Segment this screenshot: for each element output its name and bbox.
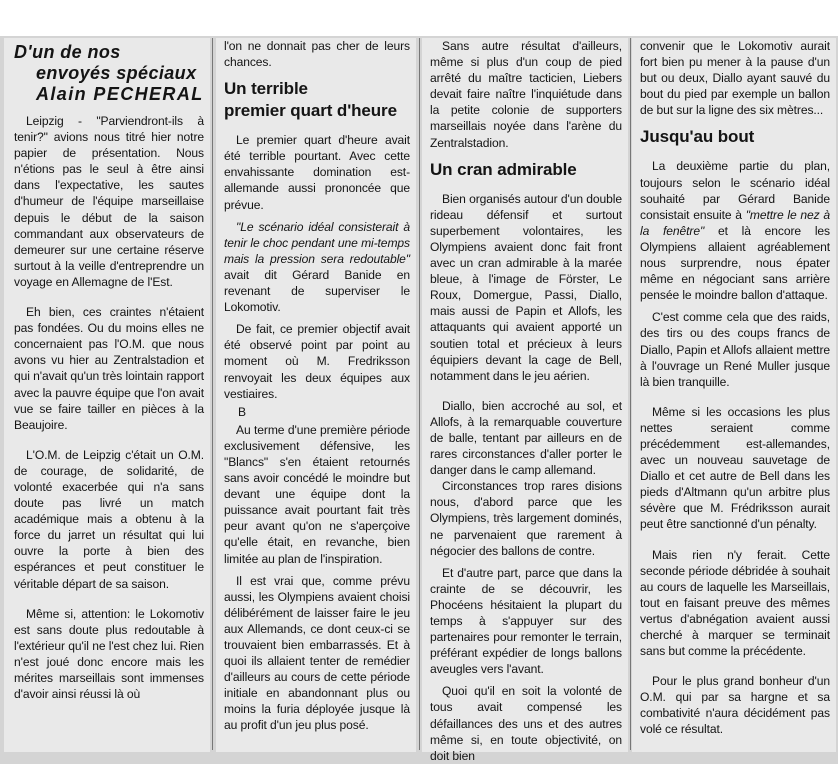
paragraph: Pour le plus grand bonheur d'un O.M. qui par sa hargne et sa combativité n'aura décidément pas volé ce résultat. — [640, 674, 830, 737]
subheading-jusqu-au-bout: Jusqu'au bout — [640, 127, 755, 147]
subheading-terrible — [224, 78, 410, 122]
paragraph: Au terme d'une première période exclusivement défensive, les "Blancs" s'en étaient retournés sans avoir concédé le moindre but devant une équipe dont la puissance avait pourtant fait très peur avant qu'on ne s'aperçoive qu'elle était, en revanche, bien limitée au plan de l'inspiration. — [224, 422, 410, 566]
paragraph-quote — [224, 219, 410, 316]
kicker-author: Alain PECHERAL — [36, 84, 204, 104]
subheading-line-2: premier quart d'heure — [224, 101, 397, 121]
paragraph: Mais rien n'y ferait. Cette seconde période débridée à souhait au cours de laquelle les Marseillais, tout en faisant preuve des mêmes vertus d'abnégation avaient aussi cherché à marquer se terminait sans but comme la précédente. — [640, 547, 830, 659]
paragraph: Même si les occasions les plus nettes seraient comme précédemment est-allemandes, avec un nouveau sauvetage de Diallo et cet autre de Bell dans les pieds d'Altmann qu'un arbitre plus sévère que M. Frédriksson aurait peut être sanctionné d'un pénalty. — [640, 404, 830, 532]
paragraph: Bien organisés autour d'un double rideau défensif et surtout superbement volontaires, les Olympiens avaient donc fait front avec un cran admirable à la marée bleue, à l'image de Förster, Le Roux, Domergue, Passi, Diallo, mais aussi de Papin et Allofs, les attaquants qui avaient apporté un soutien total et précieux à leurs équipiers devant la cage de Bell, notamment dans le jeu aérien. — [430, 191, 622, 383]
paragraph: Circonstances trop rares disions nous, d'abord parce que les Olympiens, très largement dominés, ne parvenaient que rarement à négocier des ballons de contre. — [430, 479, 622, 558]
subheading-line-1: Un terrible — [224, 79, 308, 99]
stray-letter: B — [238, 404, 246, 419]
paragraph: l'on ne donnait pas cher de leurs chances. — [224, 39, 410, 70]
paragraph: Leipzig - "Parviendront-ils à tenir?" avions nous titré hier notre papier de présentation. Nous n'étions pas le seul à être ainsi dans l'expectative, les sautes d'humeur de l'équipe marseillaise depuis le début de la saison commandant aux observateurs de demeurer sur une certaine réserve surtout à la veille d'entreprendre un voyage en Allemagne de l'Est. — [14, 114, 204, 289]
page-top-margin — [0, 0, 838, 36]
quote-text: "Le scénario idéal consisterait à tenir le choc pendant une mi-temps mais la pression sera redoutable" — [224, 219, 410, 266]
article-column-4 — [632, 38, 836, 752]
paragraph: Même si, attention: le Lokomotiv est sans doute plus redoutable à l'extérieur qu'il ne l'est chez lui. Rien n'est joué donc encore mais les mérites marseillais sont immenses d'avoir ainsi réussi là où — [14, 606, 204, 702]
article-column-3 — [422, 38, 628, 763]
column-divider — [630, 38, 631, 750]
article-kicker — [14, 42, 204, 105]
text-segment: La deuxième partie du plan, toujours selon le scénario idéal souhaité par Gérard Banide consistait ensuite à — [640, 159, 830, 222]
column-divider — [419, 38, 420, 750]
paragraph: C'est comme cela que des raids, des tirs ou des coups francs de Diallo, Papin et Allofs allaient mettre à l'ouvrage un René Muller jusque là bien tranquille. — [640, 310, 830, 389]
quote-text: "mettre le nez à la fenêtre" — [640, 207, 830, 238]
kicker-line-1: D'un de nos — [14, 42, 121, 62]
subheading-cran: Un cran admirable — [430, 159, 577, 179]
quote-attribution: avait dit Gérard Banide en revenant de superviser le Lokomotiv. — [224, 267, 410, 315]
paragraph: convenir que le Lokomotiv aurait fort bien pu mener à la pause d'un but ou deux, Diallo ayant sauvé du bout du pied par exemple un ballon de but sur la ligne des six mètres... — [640, 39, 830, 118]
paragraph: Quoi qu'il en soit la volonté de tous avait compensé les défaillances des uns et des autres même si, en toute objectivité, on doit bien — [430, 684, 622, 763]
paragraph: De fait, ce premier objectif avait été observé point par point au moment où M. Fredriksson renvoyait les deux équipes aux vestiaires. — [224, 322, 410, 401]
paragraph: Sans autre résultat d'ailleurs, même si plus d'un coup de pied arrêté du maître tacticien, Liebers devait faire naître l'inquiétude dans la petite colonie de supporters marseillais noyée dans l'arène du Zentralstadion. — [430, 39, 622, 150]
paragraph-quote — [640, 158, 830, 303]
column-divider — [212, 38, 213, 750]
article-column-2 — [216, 38, 416, 752]
paragraph: L'O.M. de Leipzig c'était un O.M. de courage, de solidarité, de volonté exacerbée qui n'a sans doute pas livré un match académique mais a obtenu à la force du jarret un résultat qui lui ouvre la porte à bien des espérances et peut constituer le véritable départ de sa saison. — [14, 447, 204, 591]
paragraph: Diallo, bien accroché au sol, et Allofs, à la remarquable couverture de balle, tentant par ailleurs en de rares circonstances d'aller porter le danger dans le camp allemand. — [430, 398, 622, 478]
article-column-1 — [4, 38, 210, 752]
text-segment: et là encore les Olympiens allaient agréablement nous surprendre, nous épater même en négociant sans arrière pensée le moindre ballon d'attaque. — [640, 223, 830, 303]
kicker-line-2: envoyés spéciaux — [36, 63, 197, 83]
paragraph: Il est vrai que, comme prévu aussi, les Olympiens avaient choisi délibérément de laisser faire le jeu aux Allemands, ce dont ceux-ci se trouvaient bien embarrassés. Et à quoi ils allaient tenter de remédier d'ailleurs au cours de cette période initiale en abandonnant plus ou moins la furia déployée jusque là au profit d'un jeu plus posé. — [224, 573, 410, 733]
paragraph: Eh bien, ces craintes n'étaient pas fondées. Ou du moins elles ne concernaient pas l'O.M. que nous avons vu hier au Zentralstadion et qui n'avait qu'un très lointain rapport avec la pauvre équipe que l'on avait vue se faire tailler en pièces à la Beaujoire. — [14, 305, 204, 432]
paragraph: Le premier quart d'heure avait été terrible pourtant. Avec cette envahissante domination est-allemande aussi prononcée que prévue. — [224, 133, 410, 212]
paragraph: Et d'autre part, parce que dans la crainte de se découvrir, les Phocéens hésitaient la plupart du temps à s'appuyer sur des partenaires pour remonter le terrain, préférant expédier de longs ballons aveugles vers l'avant. — [430, 565, 622, 677]
